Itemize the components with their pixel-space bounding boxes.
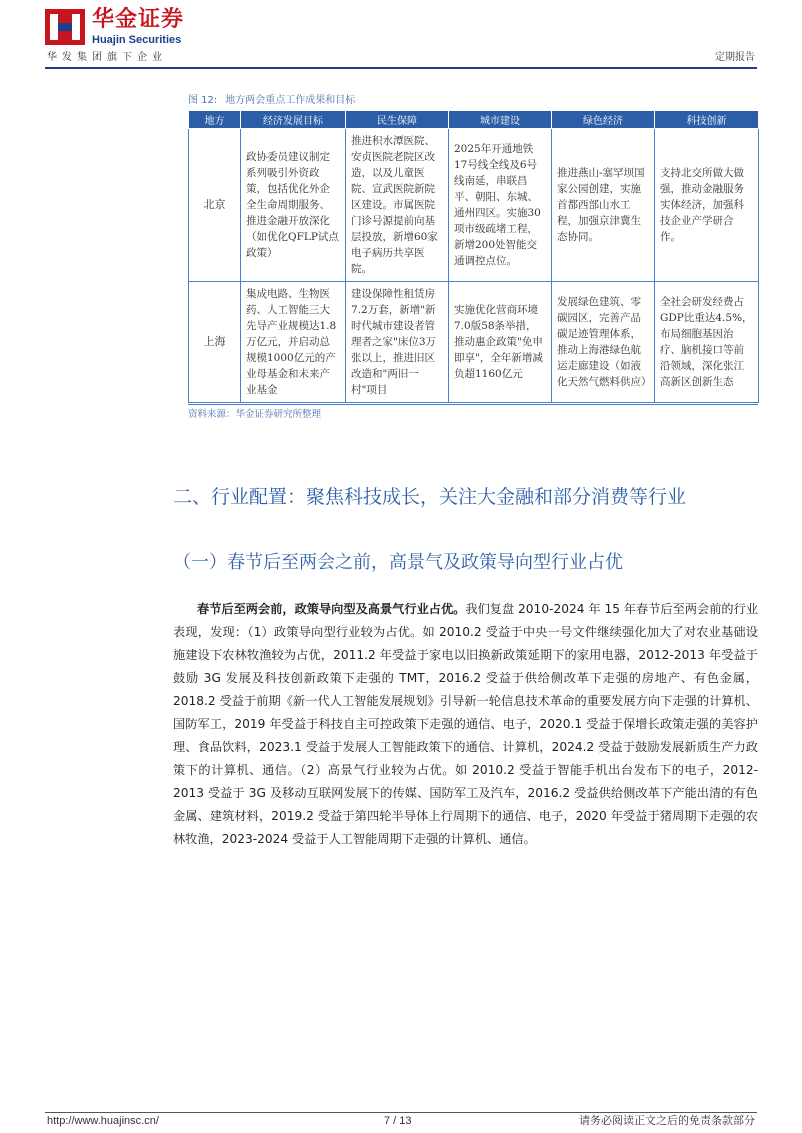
column-header: 科技创新 [655,111,759,129]
column-header: 绿色经济 [552,111,655,129]
table-cell-city: 上海 [189,282,241,403]
local-two-sessions-table [188,110,759,403]
column-header: 地方 [189,111,241,129]
paragraph-body: 我们复盘 2010-2024 年 15 年春节后至两会前的行业表现，发现：（1）政策导向型行业较为占优。如 2010.2 受益于中央一号文件继续强化加大了对农业基础设施建设下农林牧渔较为占优，2011.2 年受益于家电以旧换新政策延期下的家用电器，2012-2013 年受益于鼓励 3G 发展及科技创新政策下走强的 TMT，2016.2 受益于供给侧改革下走强的房地产、有色金属，2018.2 受益于前期《新一代人工智能发展规划》引导新一轮信息技术革命的重要发展方向下走强的计算机、国防军工，2019 年受益于科技自主可控政策下走强的通信、电子，2020.1 受益于保增长政策走强的美容护理、食品饮料，2023.1 受益于发展人工智能政策下的通信、计算机，2024.2 受益于鼓励发展新质生产力政策下的计算机、通信。（2）高景气行业较为占优。如 2010.2 受益于智能手机出台发布下的电子，2012-2013 受益于 3G 及移动互联网发展下的传媒、国防军工及汽车，2016.2 受益供给侧改革下产能出清的有色金属、建筑材料，2019.2 受益于第四轮半导体上行周期下的通信、电子，2020 年受益于猪周期下走强的农林牧渔，2023-2024 受益于人工智能周期下走强的计算机、通信。 [173,602,759,846]
figure-number: 图 12: [188,95,218,106]
table-cell [346,129,449,282]
column-header: 城市建设 [449,111,552,129]
paragraph-lead: 春节后至两会前，政策导向型及高景气行业占优。 [197,602,466,616]
cell-text: 建设保障性租赁房7.2万套，新增"新时代城市建设者管理者之家"床位3万张以上，推进旧区改造和"两旧一村"项目 [351,288,437,396]
cell-text: 集成电路、生物医药、人工智能三大先导产业规模达1.8万亿元，并启动总规模1000亿元的产业母基金和未来产业基金 [246,288,337,396]
brand-name-cn: 华金证券 [92,7,185,32]
page-header [0,0,802,78]
cell-text: 发展绿色建筑、零碳园区，完善产品碳足迹管理体系，推动上海港绿色航运走廊建设（如液化天然气燃料供应） [557,296,652,388]
table-cell [552,282,655,403]
table-header-row [189,111,759,129]
table-row [189,129,759,282]
cell-text: 实施优化营商环境7.0版58条举措，推动惠企政策"免申即享"，全年新增减负超1160亿元 [454,304,543,380]
table-cell [241,129,346,282]
figure-caption [188,95,355,107]
footer-divider [45,1112,757,1113]
cell-text: 政协委员建议制定系列吸引外资政策，包括优化外企全生命周期服务、推进金融开放深化（如优化QFLP试点政策） [246,151,339,259]
header-divider [45,67,757,69]
table-cell-city: 北京 [189,129,241,282]
figure-source: 资料来源：华金证券研究所整理 [188,409,322,420]
figure-title: 地方两会重点工作成果和目标 [225,95,356,106]
huajin-logo-icon [45,9,85,45]
table-cell [346,282,449,403]
subsection-heading: （一）春节后至两会之前，高景气及政策导向型行业占优 [173,552,623,573]
table-bottom-rule [188,404,758,405]
table-cell [449,282,552,403]
cell-text: 推进积水潭医院、安贞医院老院区改造，以及儿童医院、宣武医院新院区建设。市属医院门诊号源提前向基层投放，新增60家电子病历共享医院。 [351,135,438,275]
column-header: 经济发展目标 [241,111,346,129]
column-header: 民生保障 [346,111,449,129]
section-heading: 二、行业配置：聚焦科技成长，关注大金融和部分消费等行业 [173,486,687,508]
cell-text: 支持北交所做大做强，推动金融服务实体经济，加强科技企业产学研合作。 [660,167,744,243]
brand-name-en: Huajin Securities [92,34,182,46]
table-row [189,282,759,403]
brand-slogan: 华发集团旗下企业 [47,52,167,63]
cell-text: 2025年开通地铁17号线全线及6号线南延，串联昌平、朝阳、东城、通州四区。实施30项市级疏堵工程，新增200处智能交通调控点位。 [454,143,541,267]
table-cell [449,129,552,282]
disclaimer-note: 请务必阅读正文之后的免责条款部分 [579,1114,755,1127]
footer-website-link[interactable]: http://www.huajinsc.cn/ [47,1115,159,1127]
table-cell [552,129,655,282]
cell-text: 全社会研发经费占GDP比重达4.5%，布局细胞基因治疗、脑机接口等前沿领域，深化张江高新区创新生态 [660,296,753,388]
report-type: 定期报告 [715,52,755,63]
cell-text: 推进燕山-塞罕坝国家公园创建，实施首都西部山水工程，加强京津冀生态协同。 [557,167,645,243]
page-number: 7 / 13 [384,1115,412,1127]
body-paragraph [173,598,758,851]
table-cell [655,282,759,403]
table-cell [241,282,346,403]
table-cell [655,129,759,282]
